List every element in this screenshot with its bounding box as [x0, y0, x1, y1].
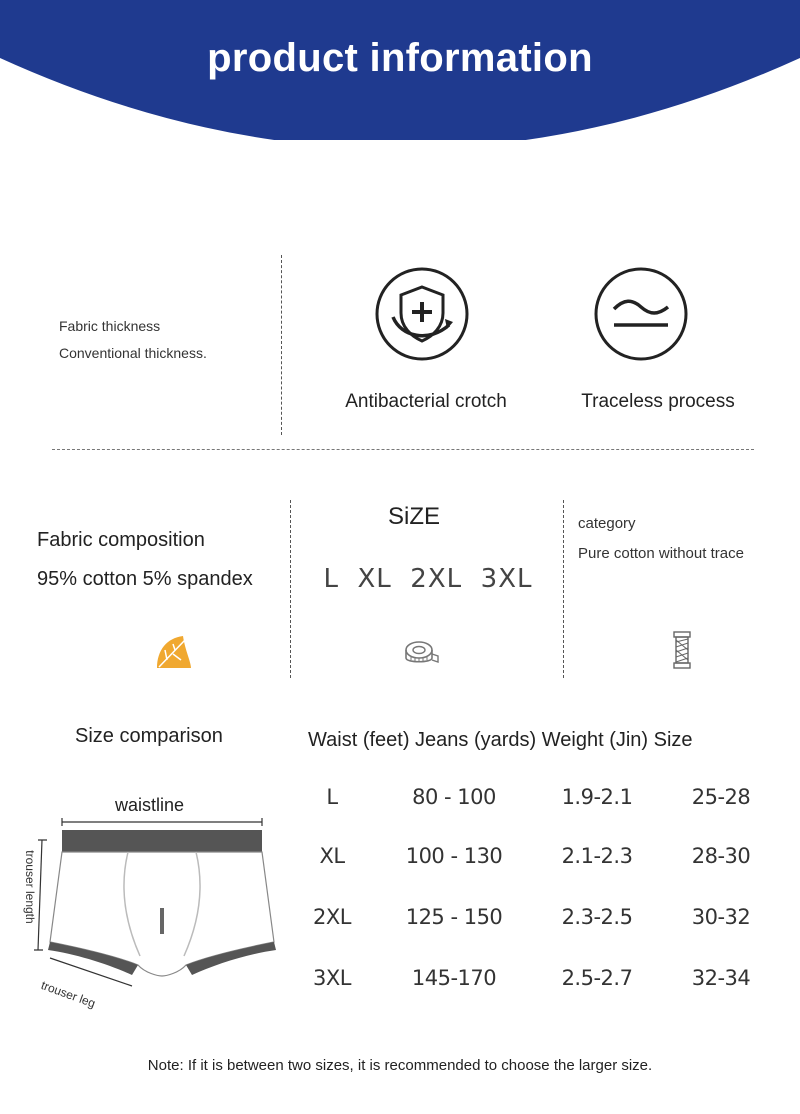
cell-jeans: 2.1-2.3 [561, 844, 633, 868]
wave-lines-icon [592, 265, 690, 363]
cell-size: XL [319, 844, 345, 868]
page-title: product information [207, 36, 593, 80]
footnote: Note: If it is between two sizes, it is recommended to choose the larger size. [147, 1057, 653, 1074]
composition-value: 95% cotton 5% spandex [37, 568, 253, 590]
thread-spool-icon [671, 630, 693, 670]
cell-waist: 100 - 130 [405, 844, 503, 868]
shield-plus-icon [373, 265, 471, 363]
trouser-leg-label: trouser leg [39, 978, 98, 1011]
composition-label: Fabric composition [37, 529, 205, 551]
cell-size: 3XL [313, 966, 351, 990]
tape-measure-icon [403, 638, 439, 668]
feature-label-antibacterial: Antibacterial crotch [345, 391, 507, 412]
cell-jeans: 1.9-2.1 [561, 785, 633, 809]
cell-size: L [326, 785, 338, 809]
size-comparison-label: Size comparison [75, 725, 223, 747]
cell-jeans: 2.5-2.7 [561, 966, 633, 990]
size-table-header: Waist (feet) Jeans (yards) Weight (Jin) Size [308, 729, 693, 751]
feature-label-traceless: Traceless process [581, 391, 735, 412]
horizontal-divider [52, 449, 754, 450]
size-label: SiZE [388, 503, 441, 530]
category-value: Pure cotton without trace [578, 545, 744, 562]
cell-weight: 28-30 [691, 844, 751, 868]
divider [563, 500, 564, 678]
category-label: category [578, 515, 636, 532]
cell-weight: 32-34 [691, 966, 751, 990]
cell-size: 2XL [313, 905, 351, 929]
waistline-label: waistline [115, 795, 185, 815]
fabric-thickness-label: Fabric thickness [59, 318, 161, 334]
trouser-length-label: trouser length [23, 850, 37, 924]
cell-jeans: 2.3-2.5 [561, 905, 633, 929]
divider [281, 255, 282, 435]
size-values: L XL 2XL 3XL [323, 564, 533, 594]
fabric-thickness-value: Conventional thickness. [59, 345, 207, 361]
cell-weight: 25-28 [691, 785, 751, 809]
divider [290, 500, 291, 678]
cell-waist: 145-170 [411, 966, 497, 990]
cell-weight: 30-32 [691, 905, 751, 929]
leaf-icon [153, 632, 195, 674]
cell-waist: 125 - 150 [405, 905, 503, 929]
cell-waist: 80 - 100 [412, 785, 496, 809]
